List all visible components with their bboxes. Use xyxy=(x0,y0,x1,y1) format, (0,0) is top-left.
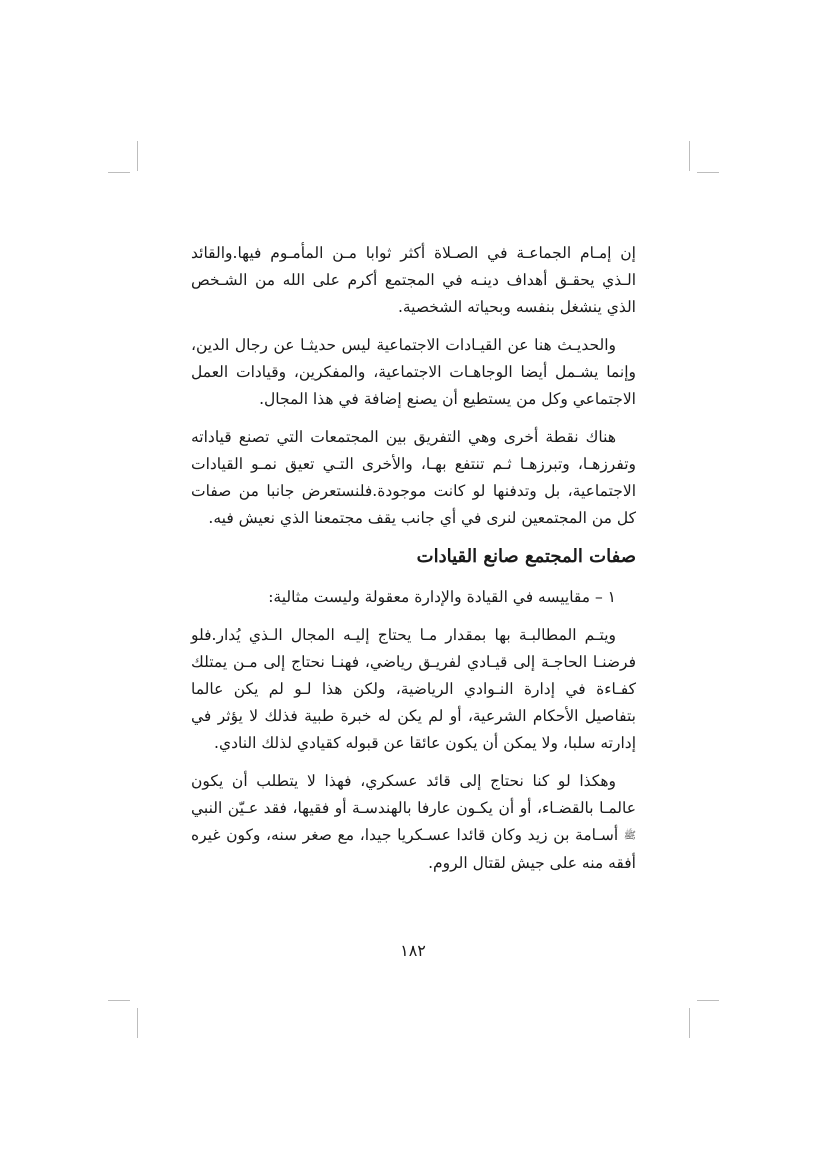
page-number: ١٨٢ xyxy=(400,941,426,960)
paragraph-2: والحديـث هنا عن القيـادات الاجتماعية ليس حديثـا عن رجال الدين، وإنما يشـمل أيضا الوجاهـات الاجتماعية، والمفكرين، وقيادات العمل الاجتماعي وكل من يستطيع أن يصنع إضافة في هذا المجال. xyxy=(191,336,636,408)
crop-mark-top-left-horizontal xyxy=(108,172,130,173)
crop-mark-top-right-horizontal xyxy=(697,172,719,173)
crop-mark-top-left-vertical xyxy=(137,141,138,171)
section-heading: صفات المجتمع صانع القيادات xyxy=(416,546,636,567)
list-item-1: ١ – مقاييسه في القيادة والإدارة معقولة وليست مثالية: xyxy=(268,588,616,606)
page-body xyxy=(191,240,636,888)
paragraph-5-before: وهكذا لو كنا نحتاج إلى قائد عسكري، فهذا لا يتطلب أن يكون عالمـا بالقضـاء، أو أن يكـون عارفا بالهندسـة أو فقيها، فقد عـيّن النبي xyxy=(191,772,636,817)
crop-mark-bottom-right-vertical xyxy=(689,1008,690,1038)
crop-mark-top-right-vertical xyxy=(689,141,690,171)
paragraph-1: إن إمـام الجماعـة في الصـلاة أكثر ثوابا مـن المأمـوم فيها.والقائد الـذي يحقـق أهداف دينـه في المجتمع أكرم على الله من الشـخص الذي ينشغل بنفسه وبحياته الشخصية. xyxy=(191,244,636,316)
paragraph-4: ويتـم المطالبـة بها بمقدار مـا يحتاج إليـه المجال الـذي يُدار.فلو فرضنـا الحاجـة إلى قيـادي لفريـق رياضي، فهنـا نحتاج إلى مـن يمتلك كفـاءة في إدارة النـوادي الرياضية، ولكن هذا لـو لم يكن عالما بتفاصيل الأحكام الشرعية، أو لم يكن له خبرة طبية فذلك لا يؤثر في إدارته سلبا، ولا يمكن أن يكون عائقا عن قبوله كقيادي لذلك النادي. xyxy=(191,626,636,752)
crop-mark-bottom-left-horizontal xyxy=(108,1000,130,1001)
paragraph-3: هناك نقطة أخرى وهي التفريق بين المجتمعات التي تصنع قياداته وتفرزهـا، وتبرزهـا ثـم تنتفع بهـا، والأخرى التـي تعيق نمـو القيادات الاجتماعية، بل وتدفنها لو كانت موجودة.فلنستعرض جانبا من صفات كل من المجتمعين لنرى في أي جانب يقف مجتمعنا الذي نعيش فيه. xyxy=(191,428,636,527)
honorific-symbol: ﷺ xyxy=(623,830,636,842)
paragraph-5-after: أسـامة بن زيد وكان قائدا عسـكريا جيدا، مع صغر سنه، وكون غيره أفقه منه على جيش لقتال الروم. xyxy=(191,826,636,872)
paragraph-5 xyxy=(191,768,636,877)
crop-mark-bottom-left-vertical xyxy=(137,1008,138,1038)
crop-mark-bottom-right-horizontal xyxy=(697,1000,719,1001)
